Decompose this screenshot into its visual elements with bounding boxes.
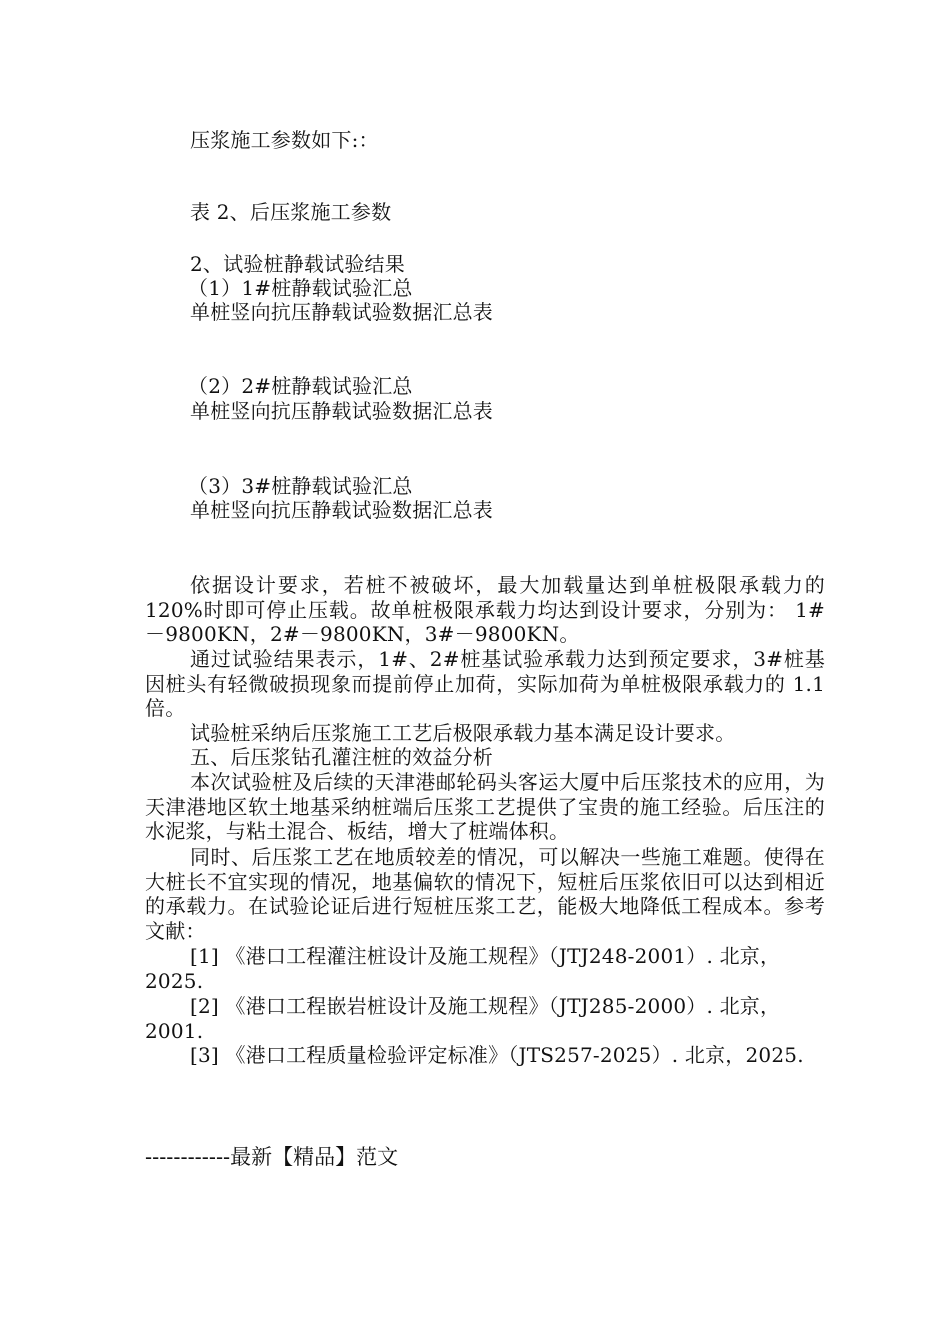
pile1-heading: （1）1#桩静载试验汇总 [188, 276, 413, 300]
pile1-table-title: 单桩竖向抗压静载试验数据汇总表 [190, 300, 493, 324]
table-caption: 表 2、后压浆施工参数 [190, 200, 392, 224]
pile2-table-title: 单桩竖向抗压静载试验数据汇总表 [190, 399, 493, 423]
benefit-paragraph: 本次试验桩及后续的天津港邮轮码头客运大厦中后压浆技术的应用，为天津港地区软土地基采纳桩端后压浆工艺提供了宝贵的施工经验。后压注的水泥浆，与粘土混合、板结，增大了桩端体积。 [145, 770, 825, 843]
results-paragraph: 通过试验结果表示，1#、2#桩基试验承载力达到预定要求，3#桩基因桩头有轻微破损现象而提前停止加荷，实际加荷为单桩极限承载力的 1.1 倍。 [145, 647, 825, 720]
conclusion-paragraph: 试验桩采纳后压浆施工工艺后极限承载力基本满足设计要求。 [190, 721, 736, 745]
reference-item: [3] 《港口工程质量检验评定标准》（JTS257-2025）. 北京，2025. [190, 1043, 804, 1067]
reference-item: [1] 《港口工程灌注桩设计及施工规程》（JTJ248-2001）. 北京，2025. [145, 944, 781, 993]
footer-banner: ------------最新【精品】范文 [145, 1145, 399, 1169]
pile3-heading: （3）3#桩静载试验汇总 [188, 474, 413, 498]
section5-heading: 五、后压浆钻孔灌注桩的效益分析 [190, 745, 493, 769]
section-heading: 2、试验桩静载试验结果 [190, 252, 405, 276]
pile3-table-title: 单桩竖向抗压静载试验数据汇总表 [190, 498, 493, 522]
reference-item: [2] 《港口工程嵌岩桩设计及施工规程》（JTJ285-2000）. 北京，2001. [145, 994, 781, 1043]
design-paragraph: 依据设计要求，若桩不被破坏，最大加载量达到单桩极限承载力的 120%时即可停止压载。故单桩极限承载力均达到设计要求，分别为： 1#－9800KN，2#－9800KN，3#－9800KN。 [145, 573, 825, 646]
meanwhile-paragraph: 同时、后压浆工艺在地质较差的情况，可以解决一些施工难题。使得在大桩长不宜实现的情况，地基偏软的情况下，短桩后压浆依旧可以达到相近的承载力。在试验论证后进行短桩压浆工艺，能极大地降低工程成本。参考文献： [145, 845, 825, 943]
intro-line: 压浆施工参数如下:： [190, 128, 379, 152]
pile2-heading: （2）2#桩静载试验汇总 [188, 374, 413, 398]
